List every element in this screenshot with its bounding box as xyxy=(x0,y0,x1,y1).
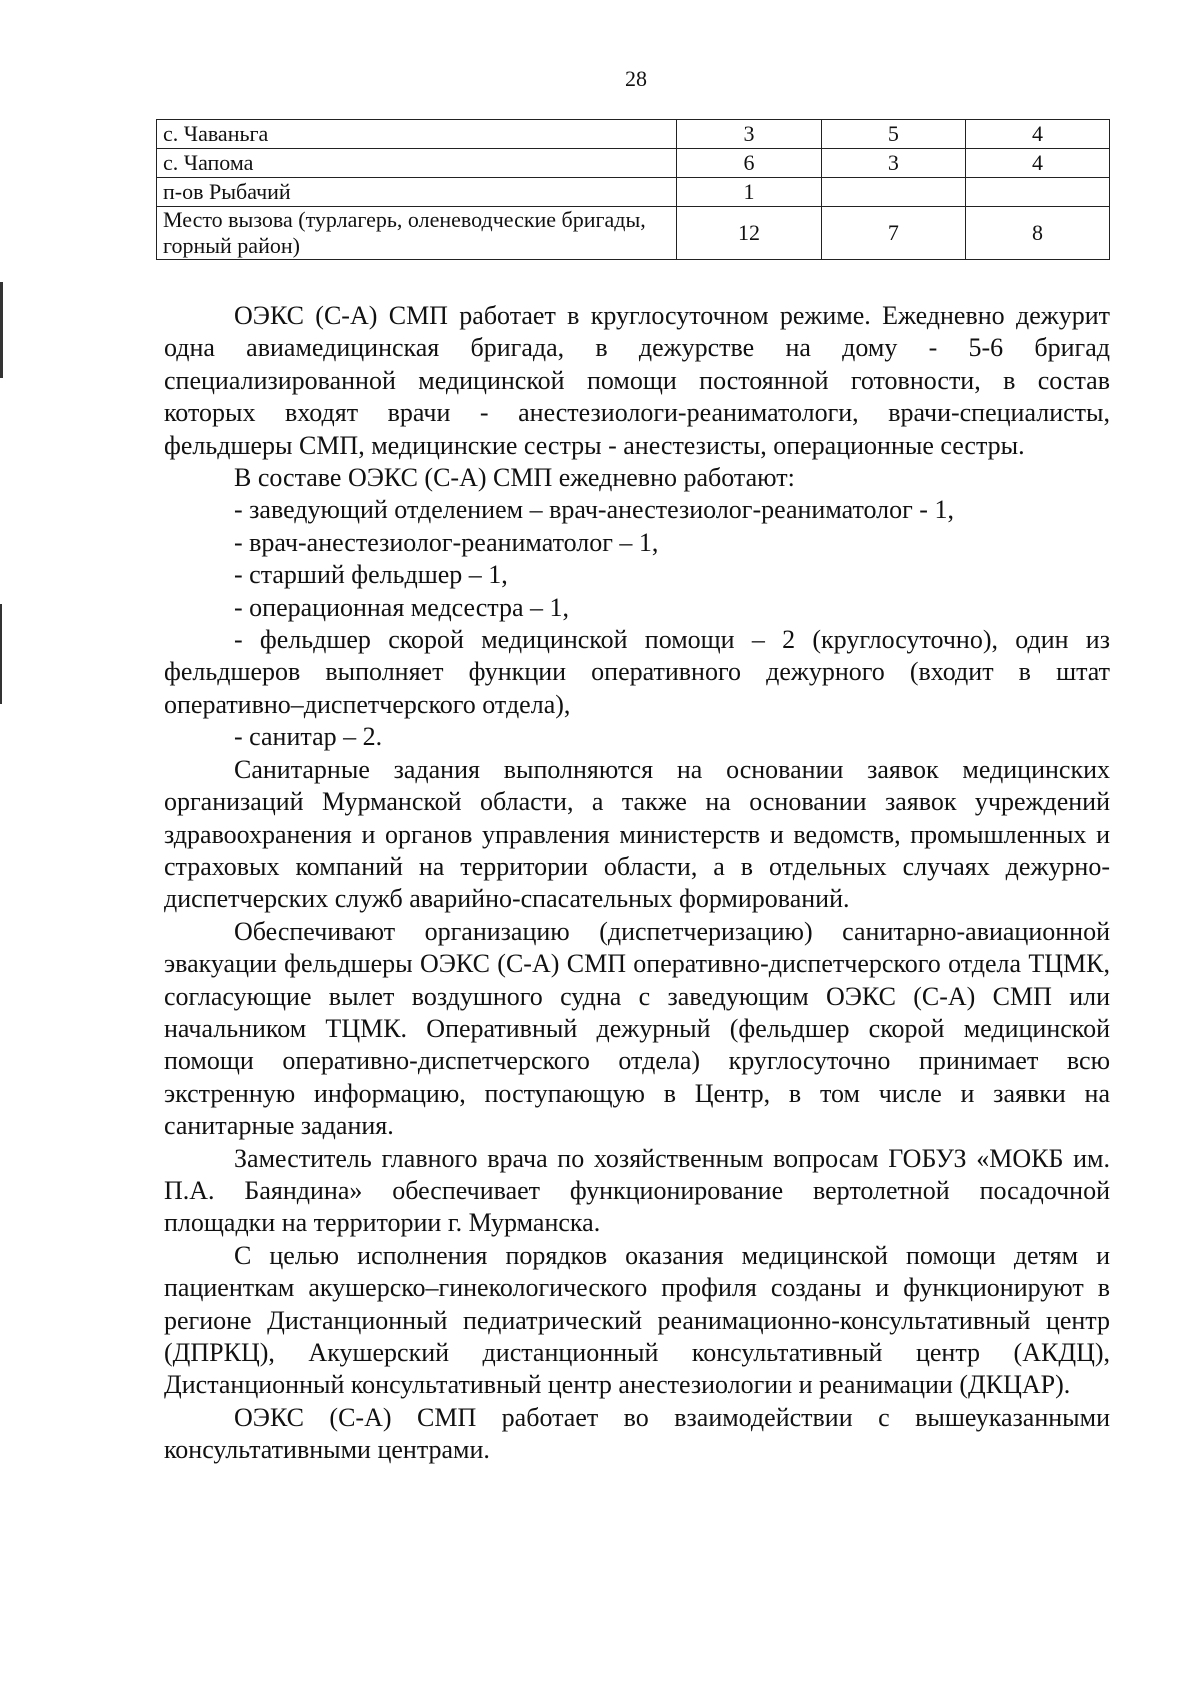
paragraph: Заместитель главного врача по хозяйственным вопросам ГОБУЗ «МОКБ им. П.А. Баяндина» обеспечивает функционирование вертолетной посадочной площадки на территории г. Мурманска. xyxy=(164,1143,1110,1238)
page-number: 28 xyxy=(625,66,647,91)
table-cell-value: 4 xyxy=(965,120,1109,149)
table-row xyxy=(157,207,1110,260)
paragraph: ОЭКС (С-А) СМП работает во взаимодействии с вышеуказанными консультативными центрами. xyxy=(164,1402,1110,1465)
list-item: - фельдшер скорой медицинской помощи – 2 (круглосуточно), один из фельдшеров выполняет функции оперативного дежурного (входит в штат оперативно–диспетчерского отдела), xyxy=(164,625,1110,719)
table-cell-value xyxy=(965,178,1109,207)
table-cell-value: 4 xyxy=(965,149,1109,178)
table-cell-place: п-ов Рыбачий xyxy=(157,178,677,207)
paragraph: Обеспечивают организацию (диспетчеризацию) санитарно-авиационной эвакуации фельдшеры ОЭКС (С-А) СМП оперативно-диспетчерского отдела ТЦМК, согласующие вылет воздушного судна с заведующим ОЭКС (С-А) СМП или начальником ТЦМК. Оперативный дежурный (фельдшер скорой медицинской помощи оперативно-диспетчерского отдела) круглосуточно принимает всю экстренную информацию, поступающую в Центр, в том числе и заявки на санитарные задания. xyxy=(164,916,1110,1141)
table-cell-value: 8 xyxy=(965,207,1109,260)
table-cell-place: Место вызова (турлагерь, оленеводческие бригады, горный район) xyxy=(157,207,677,260)
table-cell-value: 5 xyxy=(821,120,965,149)
paragraph: ОЭКС (С-А) СМП работает в круглосуточном режиме. Ежедневно дежурит одна авиамедицинская бригада, в дежурстве на дому - 5-6 бригад специализированной медицинской помощи постоянной готовности, в состав которых входят врачи - анестезиологи-реаниматологи, врачи-специалисты, фельдшеры СМП, медицинские сестры - анестезисты, операционные сестры. xyxy=(164,301,1110,460)
table-cell-value: 7 xyxy=(821,207,965,260)
table-cell-value: 3 xyxy=(677,120,822,149)
list-item: - операционная медсестра – 1, xyxy=(234,592,569,622)
paragraph: С целью исполнения порядков оказания медицинской помощи детям и пациенткам акушерско–гинекологического профиля созданы и функционируют в регионе Дистанционный педиатрический реанимационно-консультативный центр (ДПРКЦ), Акушерский дистанционный консультативный центр (АКДЦ), Дистанционный консультативный центр анестезиологии и реанимации (ДКЦАР). xyxy=(164,1240,1110,1400)
table-cell-value: 6 xyxy=(677,149,822,178)
table-cell-value: 12 xyxy=(677,207,822,260)
table-cell-place: с. Чапома xyxy=(157,149,677,178)
table-row xyxy=(157,120,1110,149)
paragraph: Санитарные задания выполняются на основании заявок медицинских организаций Мурманской области, а также на основании заявок учреждений здравоохранения и органов управления министерств и ведомств, промышленных и страховых компаний на территории области, а в отдельных случаях дежурно-диспетчерских служб аварийно-спасательных формирований. xyxy=(164,754,1110,914)
table-cell-place: с. Чаваньга xyxy=(157,120,677,149)
table-row xyxy=(157,149,1110,178)
list-item: - санитар – 2. xyxy=(234,722,383,752)
table-cell-value: 3 xyxy=(821,149,965,178)
document-body xyxy=(164,300,1110,1467)
list-item: - заведующий отделением – врач-анестезиолог-реаниматолог - 1, xyxy=(234,495,954,525)
table-row xyxy=(157,178,1110,207)
paragraph: В составе ОЭКС (С-А) СМП ежедневно работают: xyxy=(234,463,795,493)
list-item: - врач-анестезиолог-реаниматолог – 1, xyxy=(234,527,659,557)
settlements-table xyxy=(156,119,1110,260)
scan-edge-mark xyxy=(0,282,3,378)
table-cell-value xyxy=(821,178,965,207)
list-item: - старший фельдшер – 1, xyxy=(234,560,508,590)
scan-edge-mark xyxy=(0,604,2,704)
table-cell-value: 1 xyxy=(677,178,822,207)
